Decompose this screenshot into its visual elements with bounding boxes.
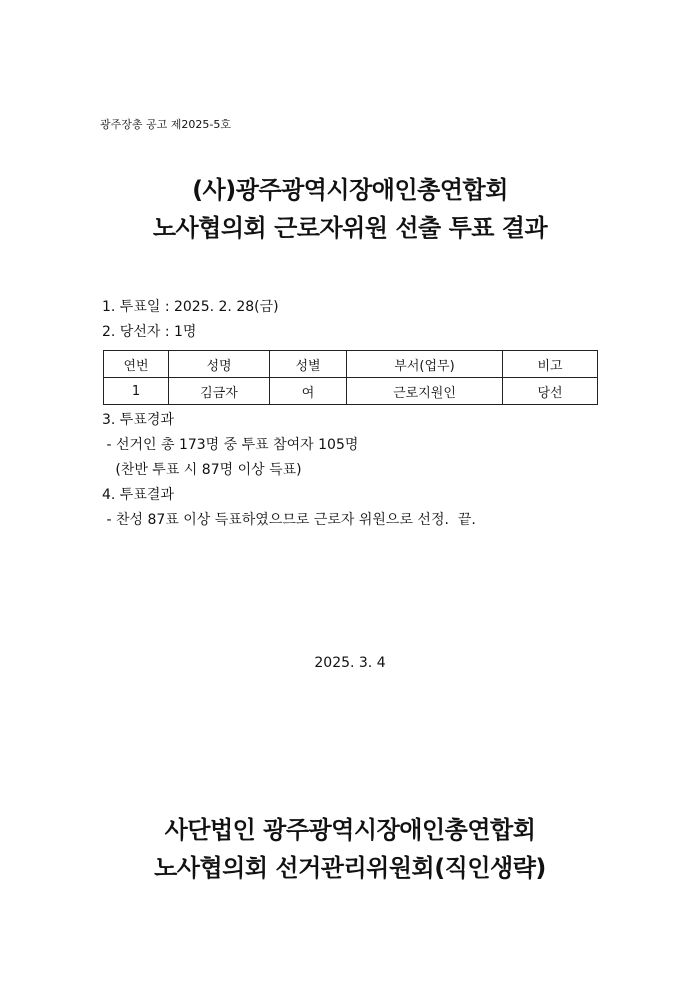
voting-progress-detail-2: (찬반 투표 시 87명 이상 득표)	[102, 462, 302, 478]
cell-name: 김금자	[169, 378, 270, 405]
item-voting-date: 1. 투표일 : 2025. 2. 28(금)	[102, 299, 279, 315]
item-voting-result: 4. 투표결과	[102, 487, 174, 503]
table-row	[104, 378, 598, 405]
issuer-line-2: 노사협의회 선거관리위원회(직인생략)	[154, 854, 546, 882]
cell-no: 1	[104, 378, 169, 405]
table-header-row	[104, 351, 598, 378]
document-date: 2025. 3. 4	[314, 655, 386, 671]
voting-result-detail: - 찬성 87표 이상 득표하였으므로 근로자 위원으로 선정. 끝.	[102, 512, 476, 528]
title-line-1: (사)광주광역시장애인총연합회	[192, 176, 508, 204]
cell-note: 당선	[503, 378, 598, 405]
item-winners-count: 2. 당선자 : 1명	[102, 324, 197, 340]
header-name: 성명	[169, 351, 270, 378]
title-line-2: 노사협의회 근로자위원 선출 투표 결과	[152, 214, 548, 242]
cell-gender: 여	[270, 378, 347, 405]
notice-number: 광주장총 공고 제2025-5호	[100, 118, 231, 131]
header-department: 부서(업무)	[347, 351, 503, 378]
issuer-line-1: 사단법인 광주광역시장애인총연합회	[164, 816, 536, 844]
winners-table	[103, 350, 598, 405]
voting-progress-detail-1: - 선거인 총 173명 중 투표 참여자 105명	[102, 437, 359, 453]
item-voting-progress: 3. 투표경과	[102, 412, 174, 428]
header-no: 연번	[104, 351, 169, 378]
header-gender: 성별	[270, 351, 347, 378]
cell-department: 근로지원인	[347, 378, 503, 405]
header-note: 비고	[503, 351, 598, 378]
